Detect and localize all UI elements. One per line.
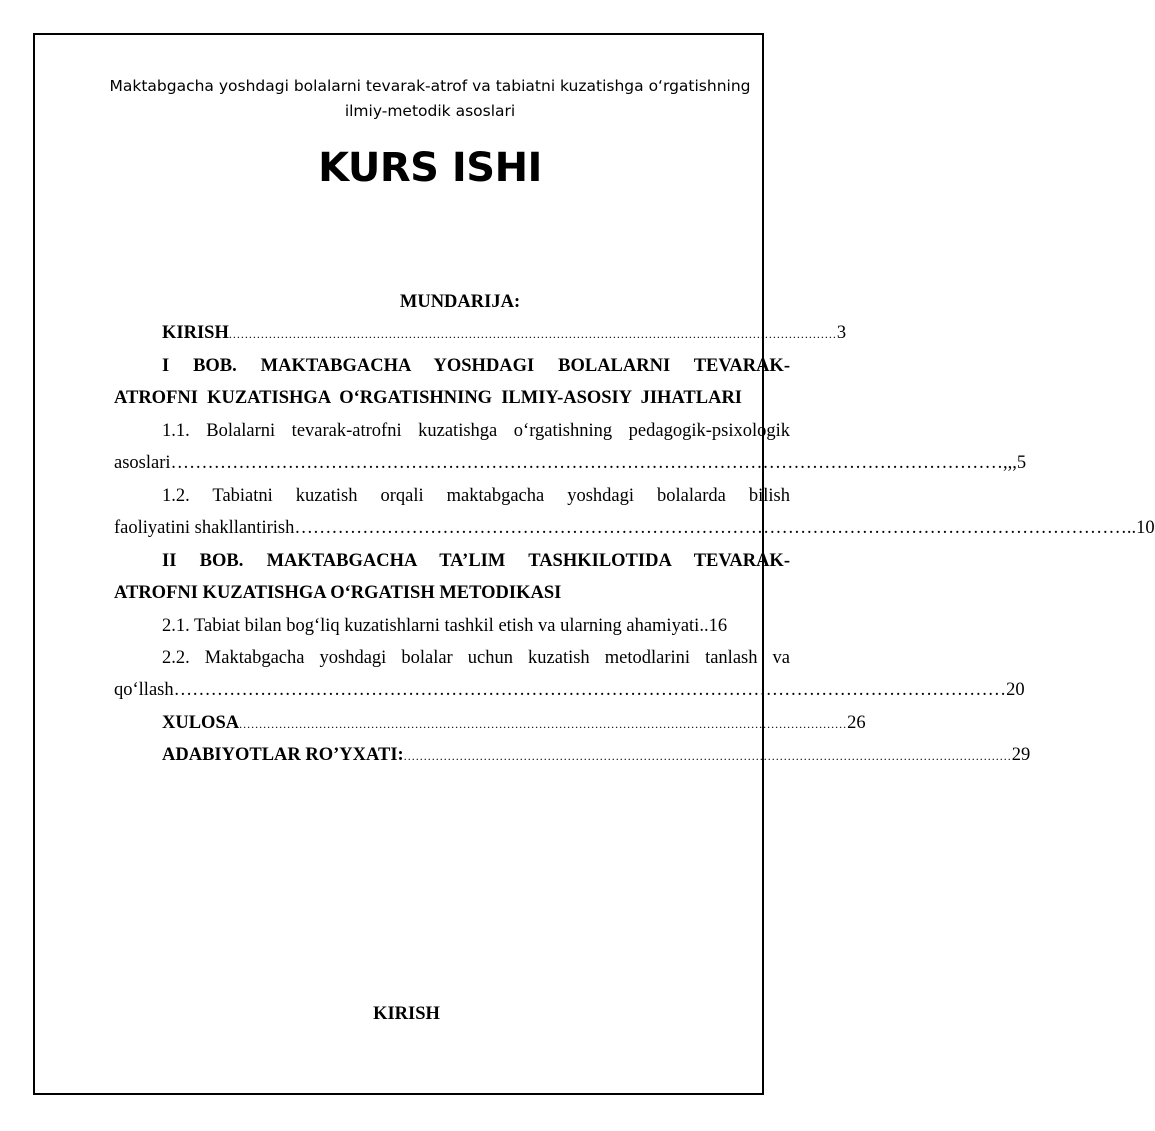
toc-entry-page: 26 — [847, 713, 866, 733]
toc-section-2-1[interactable] — [114, 612, 790, 640]
section-heading-kirish: KIRISH — [373, 1004, 440, 1024]
dot-leader: ……………………………………………………………………………………………………………………… — [173, 680, 1007, 700]
table-of-contents — [114, 287, 1155, 765]
toc-chapter-1-line-1[interactable]: I BOB. MAKTABGACHA YOSHDAGI BOLALARNI TEVARAK- — [162, 356, 790, 376]
toc-entry-kirish[interactable] — [114, 319, 847, 348]
toc-section-1-1-line-1[interactable]: 1.1. Bolalarni tevarak-atrofni kuzatishga o‘rgatishning pedagogik-psixologik — [162, 421, 790, 441]
dot-leader: ........................................................................................................................................................ — [239, 717, 848, 731]
toc-entry-page: ..10 — [1126, 518, 1155, 538]
work-type-heading: KURS ISHI — [318, 145, 542, 191]
topic-line-2: ilmiy-metodik asoslari — [344, 102, 516, 120]
toc-entry-xulosa[interactable] — [114, 709, 866, 738]
dot-leader: ........................................................................................................................................................ — [403, 749, 1012, 763]
toc-entry-page: 3 — [836, 323, 847, 343]
dot-leader: ........................................................................................................................................................ — [228, 327, 837, 341]
toc-section-1-2-line-1[interactable]: 1.2. Tabiatni kuzatish orqali maktabgacha yoshdagi bolalarda bilish — [162, 486, 790, 506]
toc-entry-page: ,,,5 — [1003, 453, 1027, 473]
toc-entry-label: XULOSA — [162, 713, 240, 733]
toc-section-1-1-line-2[interactable] — [114, 449, 1027, 477]
toc-section-2-2-line-2[interactable] — [114, 676, 1025, 704]
topic-title — [100, 74, 760, 124]
toc-chapter-2-line-1[interactable]: II BOB. MAKTABGACHA TA’LIM TASHKILOTIDA TEVARAK- — [162, 551, 790, 571]
toc-entry-label: ADABIYOTLAR RO’YXATI: — [162, 745, 404, 765]
toc-entry-label: 2.1. Tabiat bilan bog‘liq kuzatishlarni tashkil etish va ularning ahamiyati.. — [162, 616, 709, 636]
toc-entry-page: 29 — [1011, 745, 1031, 765]
toc-entry-label: qo‘llash — [114, 680, 174, 700]
toc-title: MUNDARIJA: — [399, 292, 521, 312]
toc-section-2-2-line-1[interactable]: 2.2. Maktabgacha yoshdagi bolalar uchun kuzatish metodlarini tanlash va — [162, 648, 790, 668]
topic-line-1: Maktabgacha yoshdagi bolalarni tevarak-atrof va tabiatni kuzatishga o‘rgatishning — [109, 77, 751, 95]
toc-entry-label: faoliyatini shakllantirish — [114, 518, 295, 538]
toc-entry-label: KIRISH — [162, 323, 229, 343]
toc-chapter-2-line-2[interactable]: ATROFNI KUZATISHGA O‘RGATISH METODIKASI — [114, 583, 562, 603]
toc-chapter-1-line-2[interactable]: ATROFNI KUZATISHGA O‘RGATISHNING ILMIY-ASOSIY JIHATLARI — [114, 388, 742, 408]
toc-entry-adabiyotlar[interactable] — [114, 741, 1031, 770]
toc-entry-page: 16 — [708, 616, 728, 636]
toc-section-1-2-line-2[interactable] — [114, 514, 1155, 542]
dot-leader: ……………………………………………………………………………………………………………………… — [294, 518, 1127, 538]
dot-leader: ……………………………………………………………………………………………………………………… — [170, 453, 1004, 473]
toc-entry-label: asoslari — [114, 453, 171, 473]
toc-entry-page: 20 — [1006, 680, 1025, 700]
